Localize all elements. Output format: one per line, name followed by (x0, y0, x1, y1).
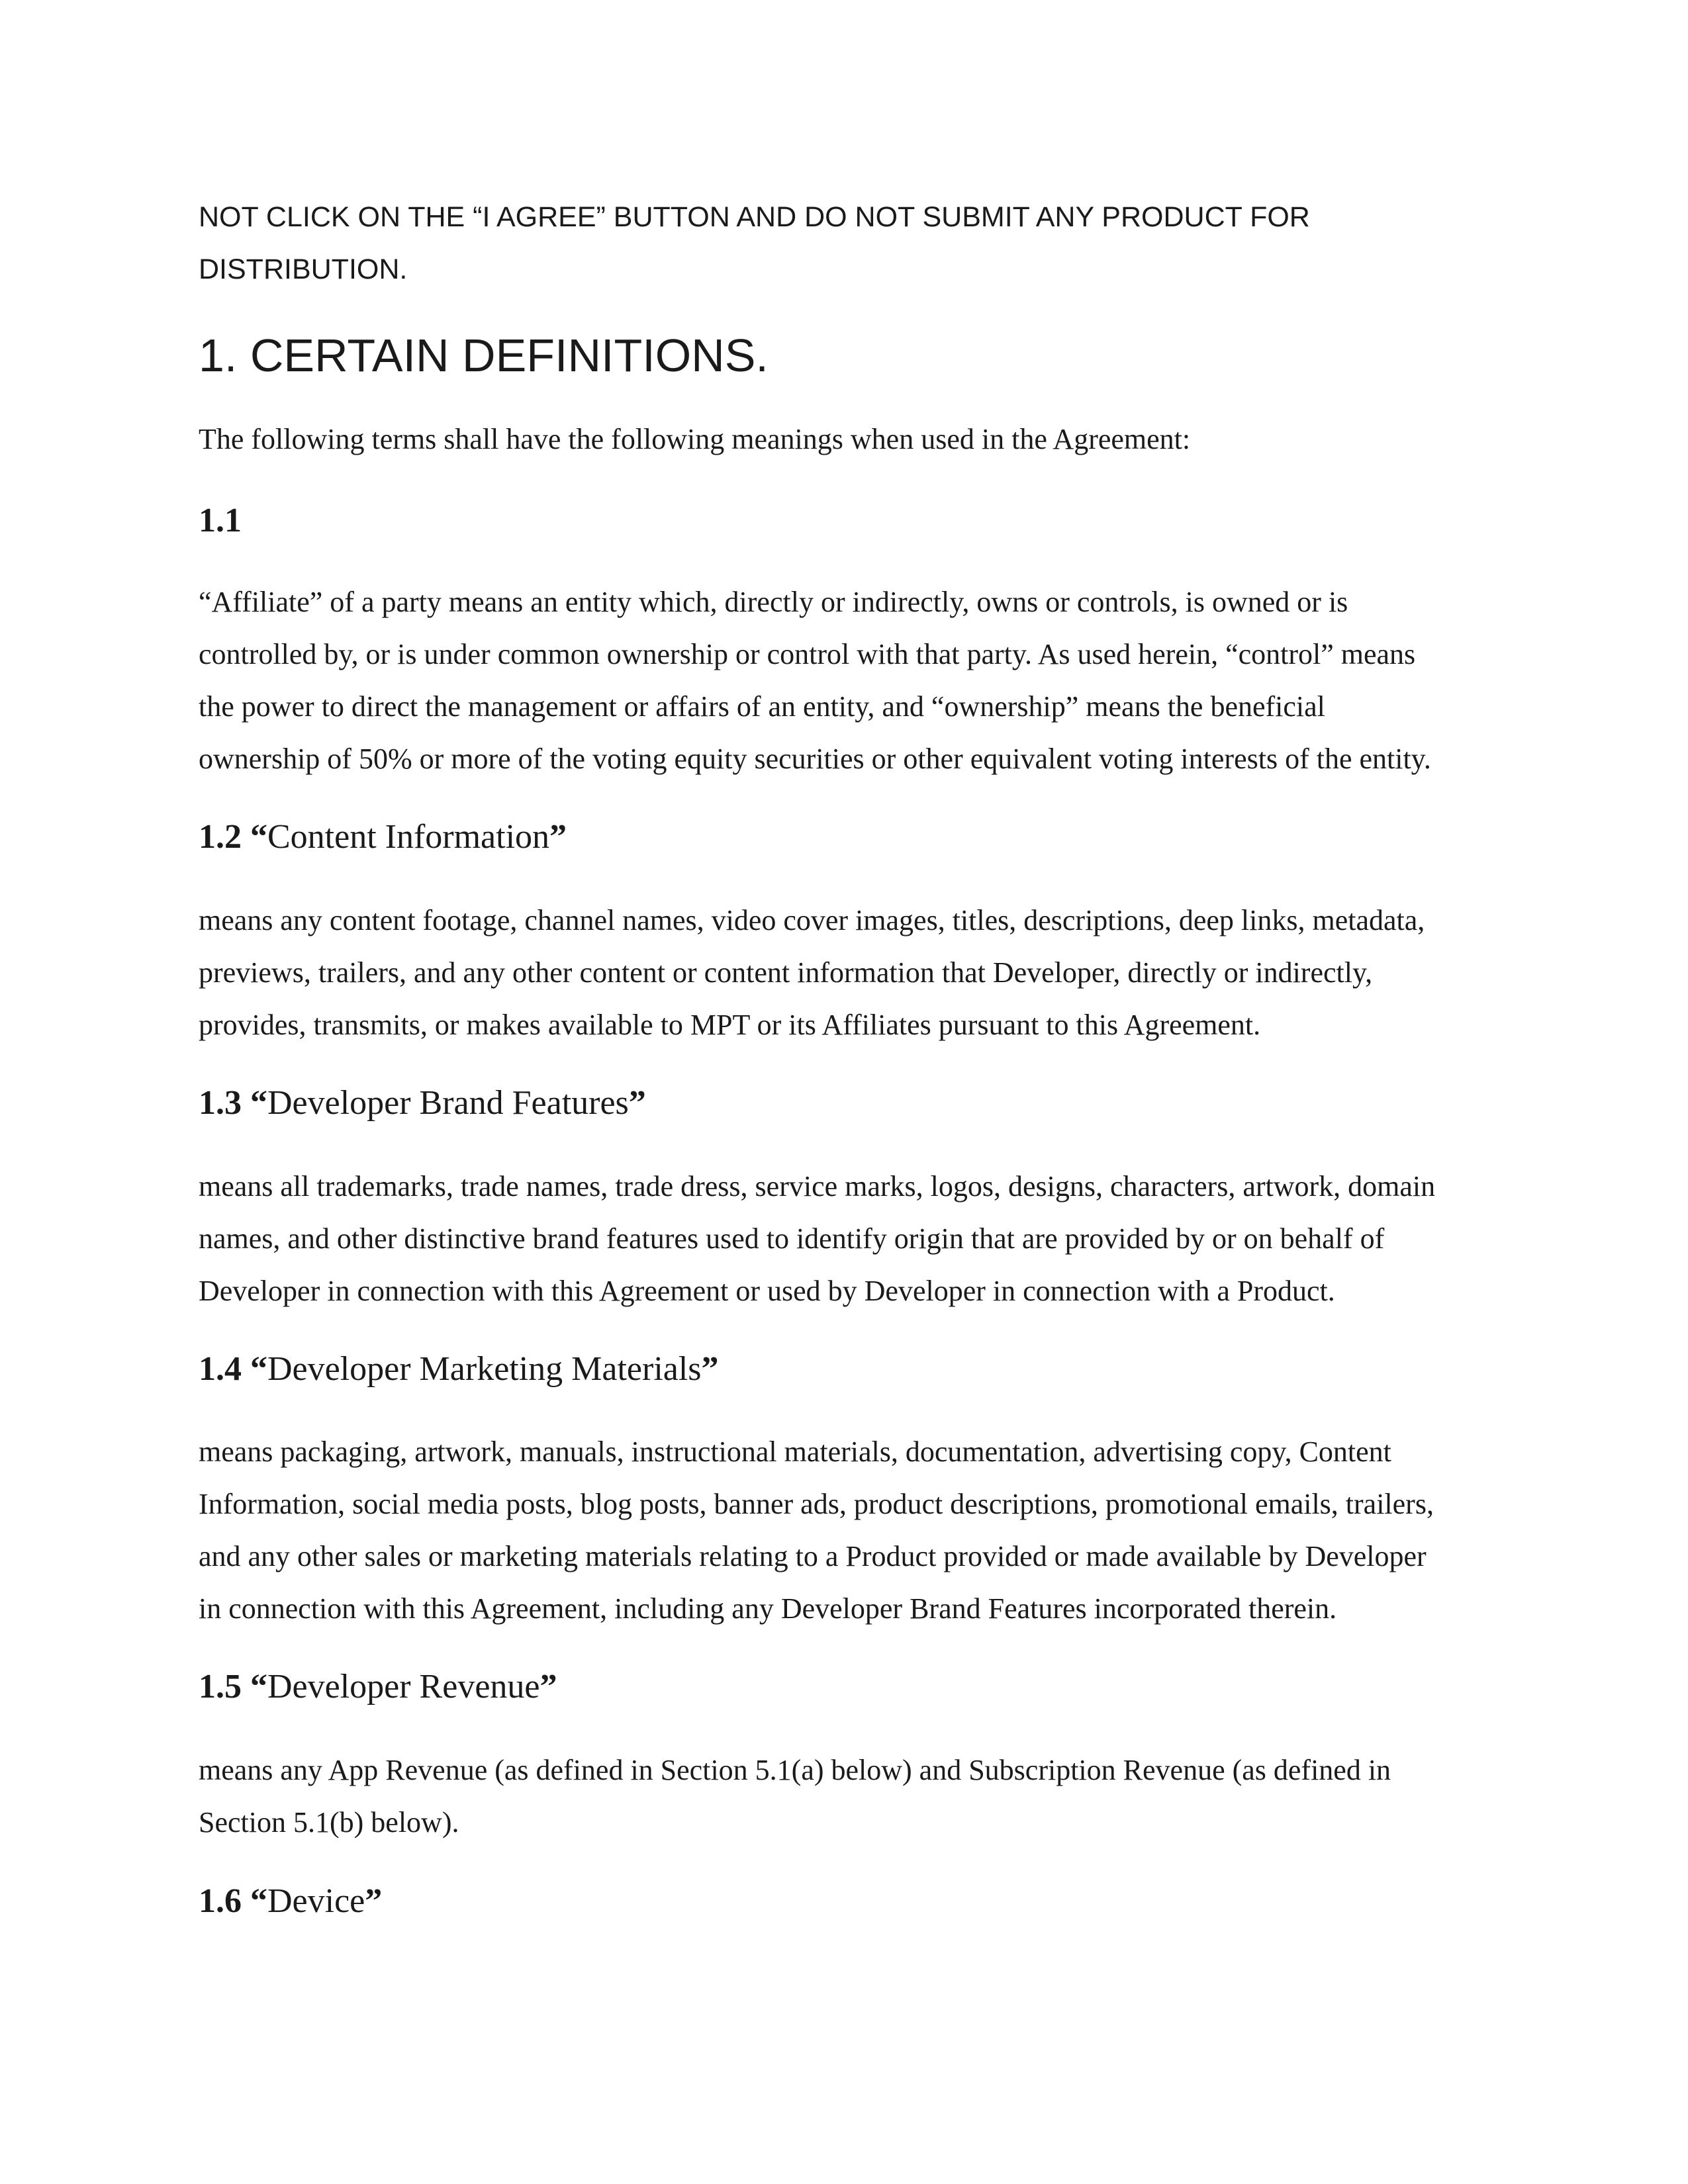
definition-heading (199, 1352, 719, 1387)
definition-heading (199, 1884, 382, 1919)
definition-term: Developer Marketing Materials (267, 1350, 702, 1388)
definition-text-line: Section 5.1(b) below). (199, 1806, 459, 1839)
definition-number: 1.2 (199, 818, 242, 856)
definition-term: Content Information (267, 818, 550, 856)
definition-close-quote: ” (539, 1668, 557, 1706)
definition-open-quote: “ (250, 1882, 267, 1920)
definition-open-quote: “ (250, 818, 267, 856)
definition-term: Developer Revenue (267, 1668, 540, 1706)
definition-close-quote: ” (628, 1084, 646, 1122)
definition-text-line: names, and other distinctive brand features used to identify origin that are provided by or on behalf of (199, 1222, 1385, 1255)
definition-text-line: the power to direct the management or affairs of an entity, and “ownership” means the beneficial (199, 690, 1325, 723)
definition-term: Device (267, 1882, 365, 1920)
definition-heading (199, 1086, 646, 1120)
definition-text-line: “Affiliate” of a party means an entity which, directly or indirectly, owns or controls, is owned or is (199, 586, 1348, 618)
definition-open-quote: “ (250, 1084, 267, 1122)
definition-number: 1.3 (199, 1084, 242, 1122)
definition-open-quote: “ (250, 1350, 267, 1388)
definition-heading (199, 820, 567, 854)
definition-text-line: previews, trailers, and any other content or content information that Developer, directly or indirectly, (199, 956, 1373, 989)
definition-text-line: Information, social media posts, blog posts, banner ads, product descriptions, promotional emails, trailers, (199, 1488, 1434, 1520)
definition-text-line: means any content footage, channel names, video cover images, titles, descriptions, deep links, metadata, (199, 904, 1425, 936)
definition-text-line: ownership of 50% or more of the voting equity securities or other equivalent voting interests of the entity. (199, 743, 1431, 775)
definition-close-quote: ” (365, 1882, 383, 1920)
definition-text-line: means all trademarks, trade names, trade dress, service marks, logos, designs, characters, artwork, domain (199, 1170, 1436, 1203)
definition-number: 1.5 (199, 1668, 242, 1706)
definition-heading (199, 504, 242, 538)
definition-close-quote: ” (701, 1350, 719, 1388)
definition-close-quote: ” (549, 818, 567, 856)
definition-text-line: Developer in connection with this Agreement or used by Developer in connection with a Product. (199, 1275, 1335, 1307)
definition-text-line: in connection with this Agreement, including any Developer Brand Features incorporated therein. (199, 1592, 1337, 1625)
definition-text-line: and any other sales or marketing materials relating to a Product provided or made available by Developer (199, 1540, 1427, 1572)
definition-term: Developer Brand Features (267, 1084, 629, 1122)
preamble-line: DISTRIBUTION. (199, 253, 408, 285)
section-title: 1. CERTAIN DEFINITIONS. (199, 330, 769, 381)
definition-text-line: means any App Revenue (as defined in Section 5.1(a) below) and Subscription Revenue (as defined in (199, 1754, 1391, 1786)
definition-number: 1.4 (199, 1350, 242, 1388)
preamble-line: NOT CLICK ON THE “I AGREE” BUTTON AND DO NOT SUBMIT ANY PRODUCT FOR (199, 201, 1310, 233)
definition-text-line: controlled by, or is under common ownership or control with that party. As used herein, “control” means (199, 638, 1416, 670)
definition-open-quote: “ (250, 1668, 267, 1706)
definition-number: 1.1 (199, 502, 242, 539)
section-intro: The following terms shall have the following meanings when used in the Agreement: (199, 423, 1191, 455)
definition-heading (199, 1670, 557, 1704)
definition-number: 1.6 (199, 1882, 242, 1920)
document-page (199, 0, 1489, 2184)
definition-text-line: provides, transmits, or makes available to MPT or its Affiliates pursuant to this Agreement. (199, 1009, 1261, 1041)
definition-text-line: means packaging, artwork, manuals, instructional materials, documentation, advertising copy, Content (199, 1435, 1391, 1468)
